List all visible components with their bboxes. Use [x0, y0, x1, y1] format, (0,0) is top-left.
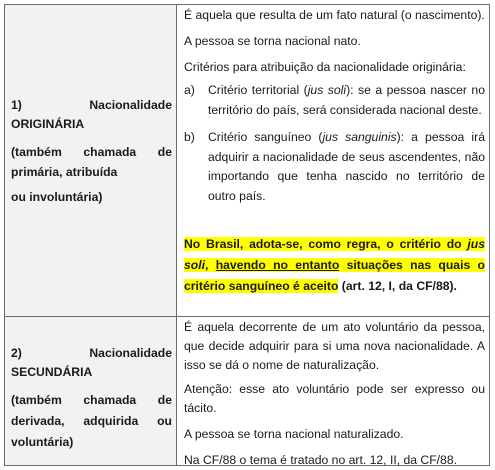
alt-names-line2: primária, atribuída — [11, 165, 118, 179]
definition-text: É aquela que resulta de um fato natural (o nascimento). — [184, 8, 485, 22]
alt-names-line1: (também chamada de — [11, 145, 172, 159]
nationality-kind: ORIGINÁRIA — [11, 117, 85, 131]
title-line — [11, 344, 172, 363]
list-marker: b) — [184, 130, 195, 144]
cell-secundaria-title — [5, 317, 177, 465]
title-word: Nacionalidade — [89, 98, 172, 112]
alt-names-line3: ou involuntária) — [11, 190, 103, 204]
alt-names — [11, 390, 172, 453]
alt-names — [11, 142, 172, 208]
cell-originaria-title — [5, 5, 177, 316]
constitution-reference: Na CF/88 o tema é tratado no art. 12, II, da CF/88. — [184, 453, 458, 467]
title-line — [11, 96, 172, 115]
attention-text: Atenção: esse ato voluntário pode ser expresso ou tácito. — [184, 382, 485, 415]
nationality-table — [4, 4, 490, 466]
row-secundaria — [5, 317, 489, 465]
criteria-heading: Critérios para atribuição da nacionalidade originária: — [184, 60, 466, 74]
italic-term: jus sanguinis — [322, 130, 397, 144]
item-number: 2) — [11, 346, 22, 360]
status-text: A pessoa se torna nacional nato. — [184, 34, 361, 48]
italic-term: jus soli — [307, 83, 347, 97]
list-marker: a) — [184, 83, 195, 97]
item-number: 1) — [11, 98, 22, 112]
definition-text: É aquela decorrente de um ato voluntário da pessoa, que decide adquirir para si uma nova nacionalidade. A isso se dá o nome de naturalização. — [184, 320, 485, 372]
title-word: Nacionalidade — [89, 346, 172, 360]
alt-names-line2: derivada, adquirida ou — [11, 414, 172, 428]
cell-secundaria-content — [177, 317, 489, 465]
row-originaria — [5, 5, 489, 317]
cell-originaria-content — [177, 5, 489, 316]
list-item-sanguineo: b) Critério sanguíneo (jus sanguinis): a pessoa irá adquirir a nacionalidade de seus ascendentes, não importando que tenha nascido no território de outro país. — [184, 130, 485, 203]
highlighted-note: No Brasil, adota-se, como regra, o critério do jus soli, havendo no entanto situações nas quais o critério sanguíneo é aceito (art. 12, I, da CF/88). — [184, 237, 485, 293]
nationality-kind: SECUNDÁRIA — [11, 365, 93, 379]
alt-names-line3: voluntária) — [11, 435, 74, 449]
status-text: A pessoa se torna nacional naturalizado. — [184, 427, 404, 441]
list-item-territorial: a) Critério territorial (jus soli): se a pessoa nascer no território do país, será considerada nacional deste. — [184, 83, 485, 117]
alt-names-line1: (também chamada de — [11, 393, 172, 407]
underlined-phrase: havendo no entanto — [215, 258, 340, 272]
